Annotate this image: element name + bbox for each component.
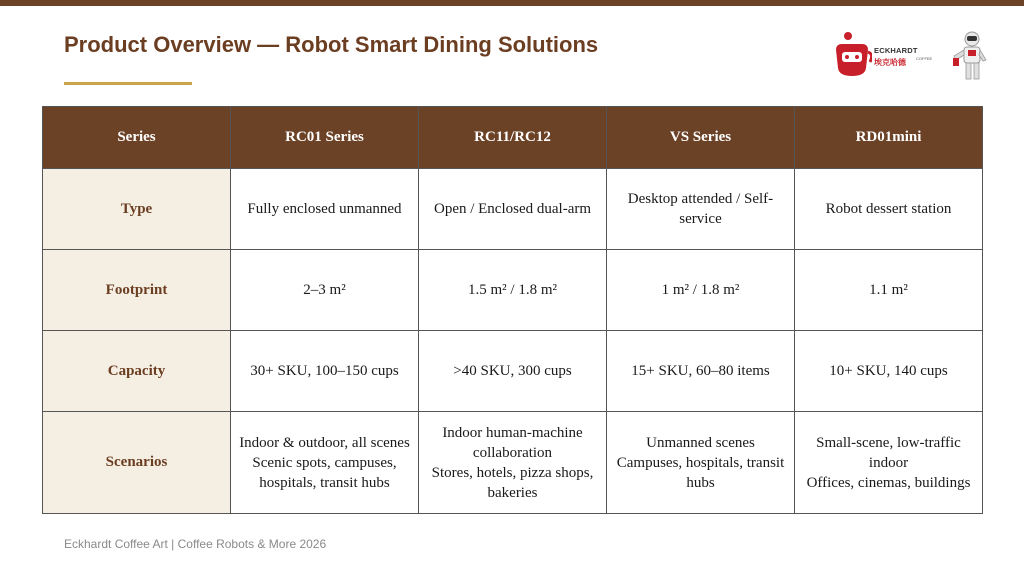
cell-text: 2–3 m² xyxy=(303,282,346,298)
row-label-scenarios: Scenarios xyxy=(43,412,231,514)
table-header-row xyxy=(43,107,983,169)
table-row-type xyxy=(43,169,983,250)
table-cell xyxy=(795,412,983,514)
cell-text: 1.1 m² xyxy=(869,282,908,298)
table-cell xyxy=(607,169,795,250)
header-rc01: RC01 Series xyxy=(231,107,419,169)
table-cell xyxy=(607,331,795,412)
table-cell xyxy=(231,169,419,250)
brand-name: ECKHARDT xyxy=(874,46,918,55)
title-underline xyxy=(64,82,192,85)
table-row-capacity xyxy=(43,331,983,412)
cell-text: Offices, cinemas, buildings xyxy=(806,474,971,491)
row-label-type: Type xyxy=(43,169,231,250)
table-cell xyxy=(231,331,419,412)
header-series: Series xyxy=(43,107,231,169)
table-cell xyxy=(607,412,795,514)
cell-text: >40 SKU, 300 cups xyxy=(453,363,572,379)
table-cell xyxy=(795,331,983,412)
cell-text: Unmanned scenes xyxy=(646,434,755,451)
header-vs: VS Series xyxy=(607,107,795,169)
cell-text: Open / Enclosed dual-arm xyxy=(433,201,592,217)
row-label-capacity: Capacity xyxy=(43,331,231,412)
cell-text: Indoor & outdoor, all scenes xyxy=(239,434,410,451)
table-row-footprint xyxy=(43,250,983,331)
row-label-footprint: Footprint xyxy=(43,250,231,331)
cell-text: Indoor human-machine collaboration xyxy=(442,424,583,461)
cell-text: Campuses, hospitals, transit hubs xyxy=(616,454,785,491)
cell-text: Fully enclosed unmanned xyxy=(247,201,402,217)
cell-text: 1.5 m² / 1.8 m² xyxy=(468,282,557,298)
cell-text: 15+ SKU, 60–80 items xyxy=(631,363,770,379)
header-rc11-rc12: RC11/RC12 xyxy=(419,107,607,169)
cell-text: Desktop attended / Self-service xyxy=(627,191,774,227)
cell-text: 30+ SKU, 100–150 cups xyxy=(250,363,399,379)
table-cell xyxy=(607,250,795,331)
footer-text: Eckhardt Coffee Art | Coffee Robots & More 2026 xyxy=(64,537,327,551)
page-title: Product Overview — Robot Smart Dining Solutions xyxy=(64,32,599,57)
cell-text: Stores, hotels, pizza shops, bakeries xyxy=(431,464,594,501)
cell-text: Robot dessert station xyxy=(825,201,952,217)
robot-mascot-icon xyxy=(950,30,990,82)
cell-text: Small-scene, low-traffic indoor xyxy=(816,434,961,471)
table-cell xyxy=(231,250,419,331)
top-accent-bar xyxy=(0,0,1024,6)
table-cell xyxy=(419,331,607,412)
cell-text: 10+ SKU, 140 cups xyxy=(829,363,948,379)
table-cell xyxy=(795,250,983,331)
cell-text: 1 m² / 1.8 m² xyxy=(661,282,740,298)
table-cell xyxy=(419,250,607,331)
table-cell xyxy=(419,412,607,514)
brand-logo xyxy=(832,30,992,82)
table-row-scenarios xyxy=(43,412,983,514)
table-cell xyxy=(419,169,607,250)
cell-text: Scenic spots, campuses, hospitals, transit hubs xyxy=(252,454,397,491)
brand-name-chinese: 埃克哈德 xyxy=(874,58,906,67)
table-cell xyxy=(795,169,983,250)
product-overview-table xyxy=(42,106,983,514)
table-cell xyxy=(231,412,419,514)
coffee-cup-logo-icon xyxy=(832,30,872,82)
header-rd01mini: RD01mini xyxy=(795,107,983,169)
brand-coffee-label: COFFEE xyxy=(916,56,933,61)
